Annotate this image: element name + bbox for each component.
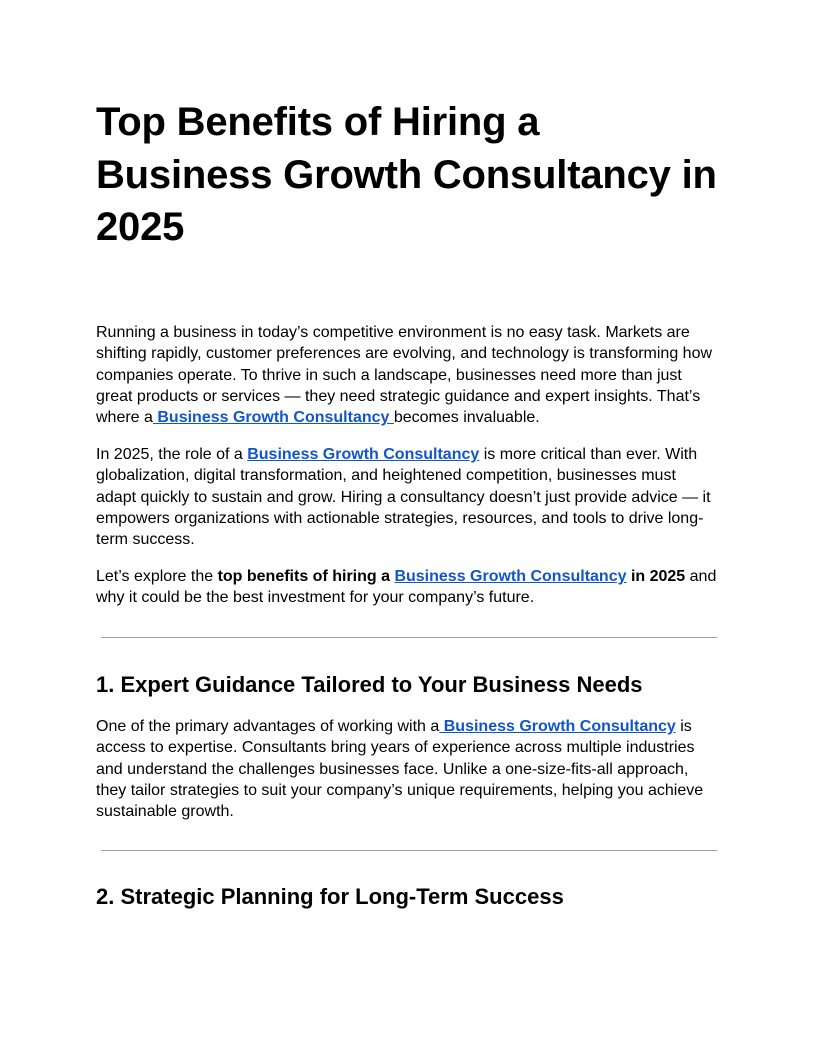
business-growth-consultancy-link[interactable]: Business Growth Consultancy <box>247 446 480 463</box>
explore-text-start: Let’s explore the <box>96 568 218 585</box>
intro-paragraph <box>96 322 720 428</box>
intro-text: Running a business in today’s competitive environment is no easy task. Markets are shifting rapidly, customer preferences are evolving, and technology is transforming how companies operate. To thrive in such a landscape, businesses need more than just great products or services — they need strategic guidance and expert insights. That’s where a <box>96 324 713 427</box>
intro-text-end: becomes invaluable. <box>393 409 540 427</box>
section-divider <box>101 850 717 851</box>
business-growth-consultancy-link[interactable]: Business Growth Consultancy <box>152 409 394 427</box>
section-1-paragraph <box>96 716 720 822</box>
document-title: Top Benefits of Hiring a Business Growth Consultancy in 2025 <box>96 100 717 249</box>
business-growth-consultancy-link[interactable]: Business Growth Consultancy <box>439 718 676 735</box>
explore-bold-start: top benefits of hiring a <box>217 568 395 585</box>
section-1-text-start: One of the primary advantages of working with a <box>96 718 440 735</box>
role-paragraph <box>96 444 720 550</box>
role-text-end: is more critical than ever. With globalization, digital transformation, and heightened competition, businesses must adapt quickly to sustain and grow. Hiring a consultancy doesn’t just provide advice — it empowers organizations with actionable strategies, resources, and tools to drive long-term success. <box>96 446 711 549</box>
section-1-heading: 1. Expert Guidance Tailored to Your Business Needs <box>96 672 643 697</box>
role-text-start: In 2025, the role of a <box>96 446 248 463</box>
explore-bold-end: in 2025 <box>626 568 686 585</box>
section-divider <box>101 637 717 638</box>
explore-text-end: and why it could be the best investment for your company’s future. <box>96 568 717 607</box>
section-2-heading: 2. Strategic Planning for Long-Term Success <box>96 884 564 909</box>
business-growth-consultancy-link[interactable]: Business Growth Consultancy <box>394 568 627 585</box>
explore-paragraph <box>96 566 720 609</box>
section-1-text-end: is access to expertise. Consultants bring years of experience across multiple industries and understand the challenges businesses face. Unlike a one-size-fits-all approach, they tailor strategies to suit your company’s unique requirements, helping you achieve sustainable growth. <box>96 718 704 821</box>
